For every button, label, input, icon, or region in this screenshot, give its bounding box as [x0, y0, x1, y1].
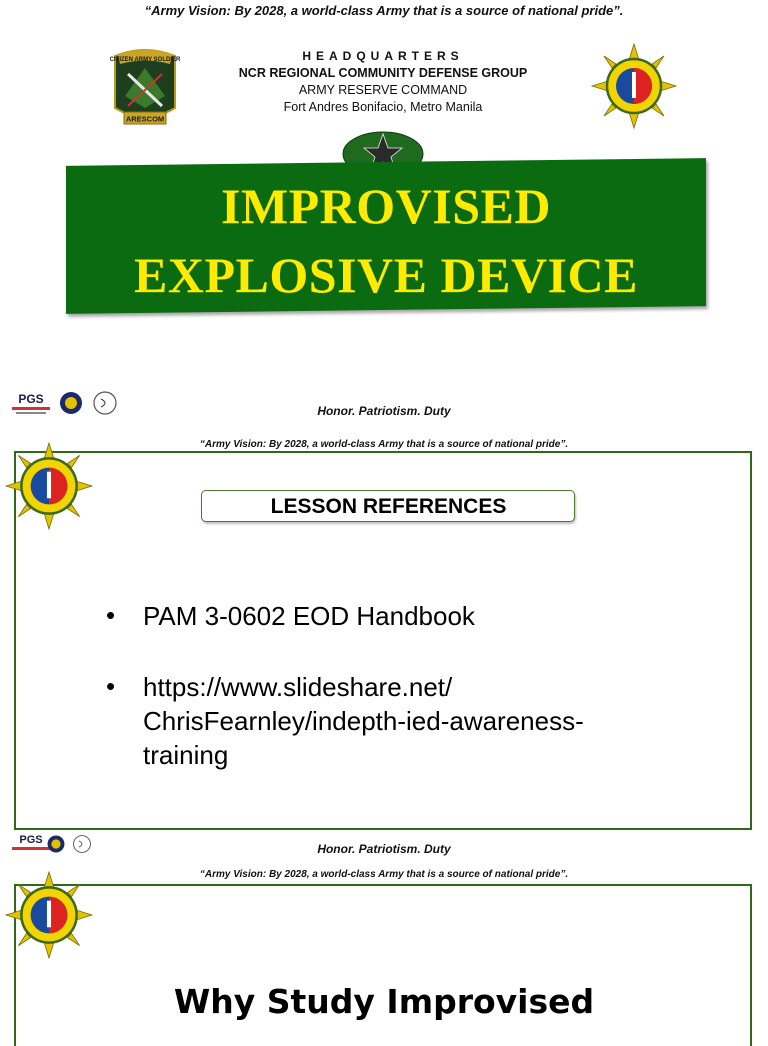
pgs-logo-icon: PGS — [8, 834, 54, 864]
motto: Honor. Patriotism. Duty — [317, 842, 451, 856]
pgs-logo-icon: PGS — [8, 392, 54, 430]
title-line-2: EXPLOSIVE DEVICE — [134, 247, 638, 303]
army-vision-slogan-2: “Army Vision: By 2028, a world-class Army that is a source of national pride”. — [199, 439, 569, 450]
badge-bottom-text: ARESCOM — [125, 114, 165, 124]
slide-frame — [14, 884, 752, 1046]
header-line-3: ARMY RESERVE COMMAND — [298, 83, 468, 97]
bullet-item-2-line-1: https://www.slideshare.net/ — [143, 672, 453, 702]
header-line-2: NCR REGIONAL COMMUNITY DEFENSE GROUP — [238, 66, 528, 80]
title-line-1: IMPROVISED — [220, 178, 552, 234]
header-line-4: Fort Andres Bonifacio, Metro Manila — [283, 100, 483, 114]
bullet-item-2-line-3: training — [143, 740, 229, 770]
army-vision-slogan-3: “Army Vision: By 2028, a world-class Army that is a source of national pride”. — [199, 869, 569, 880]
header-line-1: HEADQUARTERS — [302, 49, 464, 63]
bullet-marker: • — [106, 671, 116, 701]
badge-top-text: CITIZEN ARMY SOLDIER — [110, 57, 180, 63]
sun-seal-icon — [4, 441, 94, 531]
bullet-marker: • — [106, 600, 116, 630]
bullet-item-2 — [143, 670, 663, 772]
bullet-item-1: PAM 3-0602 EOD Handbook — [143, 601, 475, 631]
wreath-star-icon — [340, 128, 426, 166]
why-study-heading: Why Study Improvised — [173, 982, 595, 1021]
bullet-item-2-line-2: ChrisFearnley/indepth-ied-awareness- — [143, 706, 584, 736]
sun-seal-icon — [590, 42, 678, 130]
motto: Honor. Patriotism. Duty — [317, 404, 451, 418]
sun-seal-icon — [4, 870, 94, 960]
lesson-references-heading: LESSON REFERENCES — [270, 495, 507, 518]
army-vision-slogan: “Army Vision: By 2028, a world-class Army that is a source of national pride”. — [144, 3, 624, 18]
